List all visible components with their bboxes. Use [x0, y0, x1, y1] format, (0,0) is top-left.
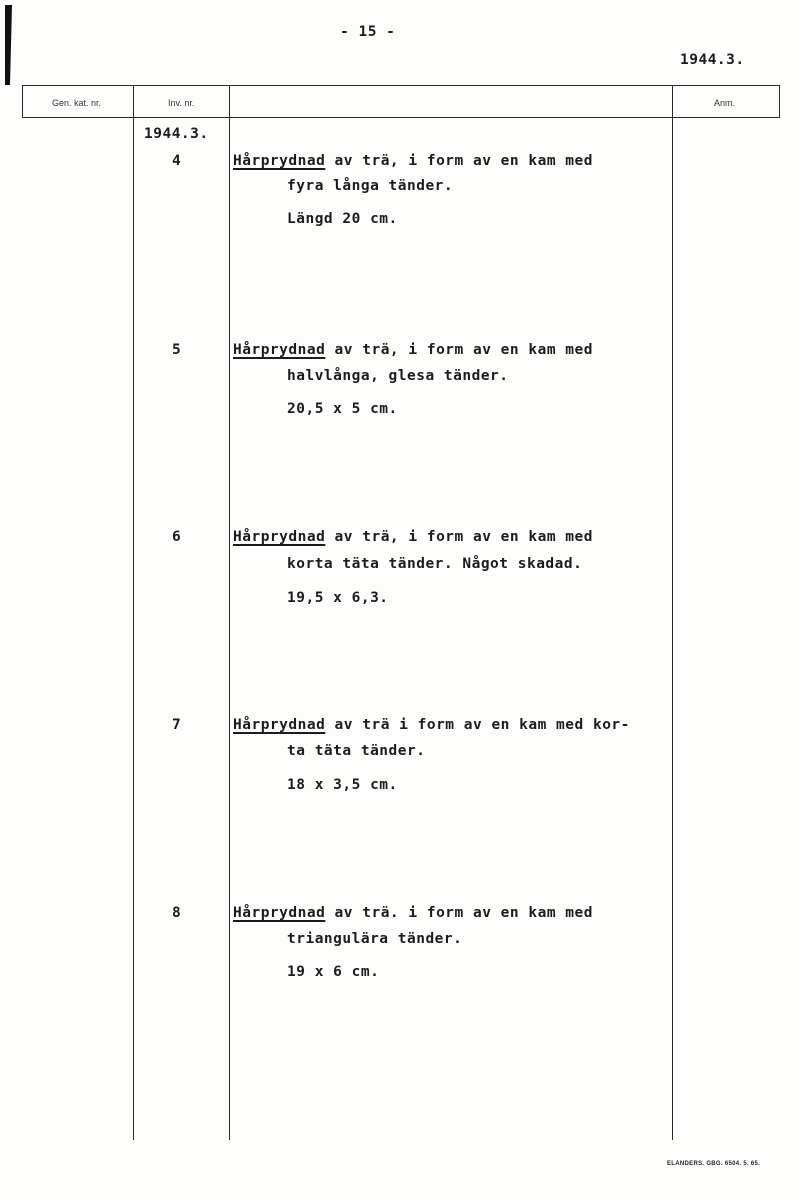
column-header-anm: Anm.: [714, 98, 736, 108]
column-divider-gen-inv: [133, 85, 134, 1140]
entry-dimensions: 19,5 x 6,3.: [287, 590, 389, 606]
entry-second-line: korta täta tänder. Något skadad.: [287, 556, 583, 572]
page-number: - 15 -: [340, 24, 396, 40]
header-top-rule: [22, 85, 780, 86]
series-number: 1944.3.: [144, 126, 209, 142]
entry-number: 6: [172, 529, 182, 545]
entry-title: Hårprydnad: [233, 717, 326, 733]
entry-first-line: [233, 529, 593, 545]
entry-dimensions: Längd 20 cm.: [287, 211, 398, 227]
entry-title: Hårprydnad: [233, 905, 326, 921]
printer-imprint: ELANDERS. GBG. 6504. 5. 65.: [667, 1161, 761, 1167]
entry-description: av trä, i form av en kam med: [325, 153, 593, 169]
entry-title: Hårprydnad: [233, 529, 326, 545]
margin-mark: [5, 5, 12, 85]
entry-second-line: fyra långa tänder.: [287, 178, 454, 194]
entry-dimensions: 20,5 x 5 cm.: [287, 401, 398, 417]
entry-description: av trä, i form av en kam med: [325, 342, 593, 358]
entry-description: av trä. i form av en kam med: [325, 905, 593, 921]
column-divider-text-anm: [672, 85, 673, 1140]
header-bottom-rule: [22, 117, 780, 118]
entry-number: 8: [172, 905, 182, 921]
entry-dimensions: 19 x 6 cm.: [287, 964, 380, 980]
entry-second-line: triangulära tänder.: [287, 931, 463, 947]
entry-dimensions: 18 x 3,5 cm.: [287, 777, 398, 793]
entry-number: 7: [172, 717, 182, 733]
right-border: [779, 85, 780, 118]
entry-number: 4: [172, 153, 182, 169]
entry-second-line: halvlånga, glesa tänder.: [287, 368, 509, 384]
column-header-gen-kat: Gen. kat. nr.: [52, 98, 102, 108]
left-border: [22, 85, 23, 118]
entry-title: Hårprydnad: [233, 153, 326, 169]
entry-number: 5: [172, 342, 182, 358]
column-header-inv: Inv. nr.: [168, 98, 195, 108]
column-divider-inv-text: [229, 85, 230, 1140]
entry-first-line: [233, 342, 593, 358]
entry-first-line: [233, 153, 593, 169]
entry-description: av trä, i form av en kam med: [325, 529, 593, 545]
entry-first-line: [233, 905, 593, 921]
top-right-reference: 1944.3.: [680, 52, 745, 68]
entry-second-line: ta täta tänder.: [287, 743, 426, 759]
entry-description: av trä i form av en kam med kor-: [325, 717, 630, 733]
entry-first-line: [233, 717, 630, 733]
entry-title: Hårprydnad: [233, 342, 326, 358]
